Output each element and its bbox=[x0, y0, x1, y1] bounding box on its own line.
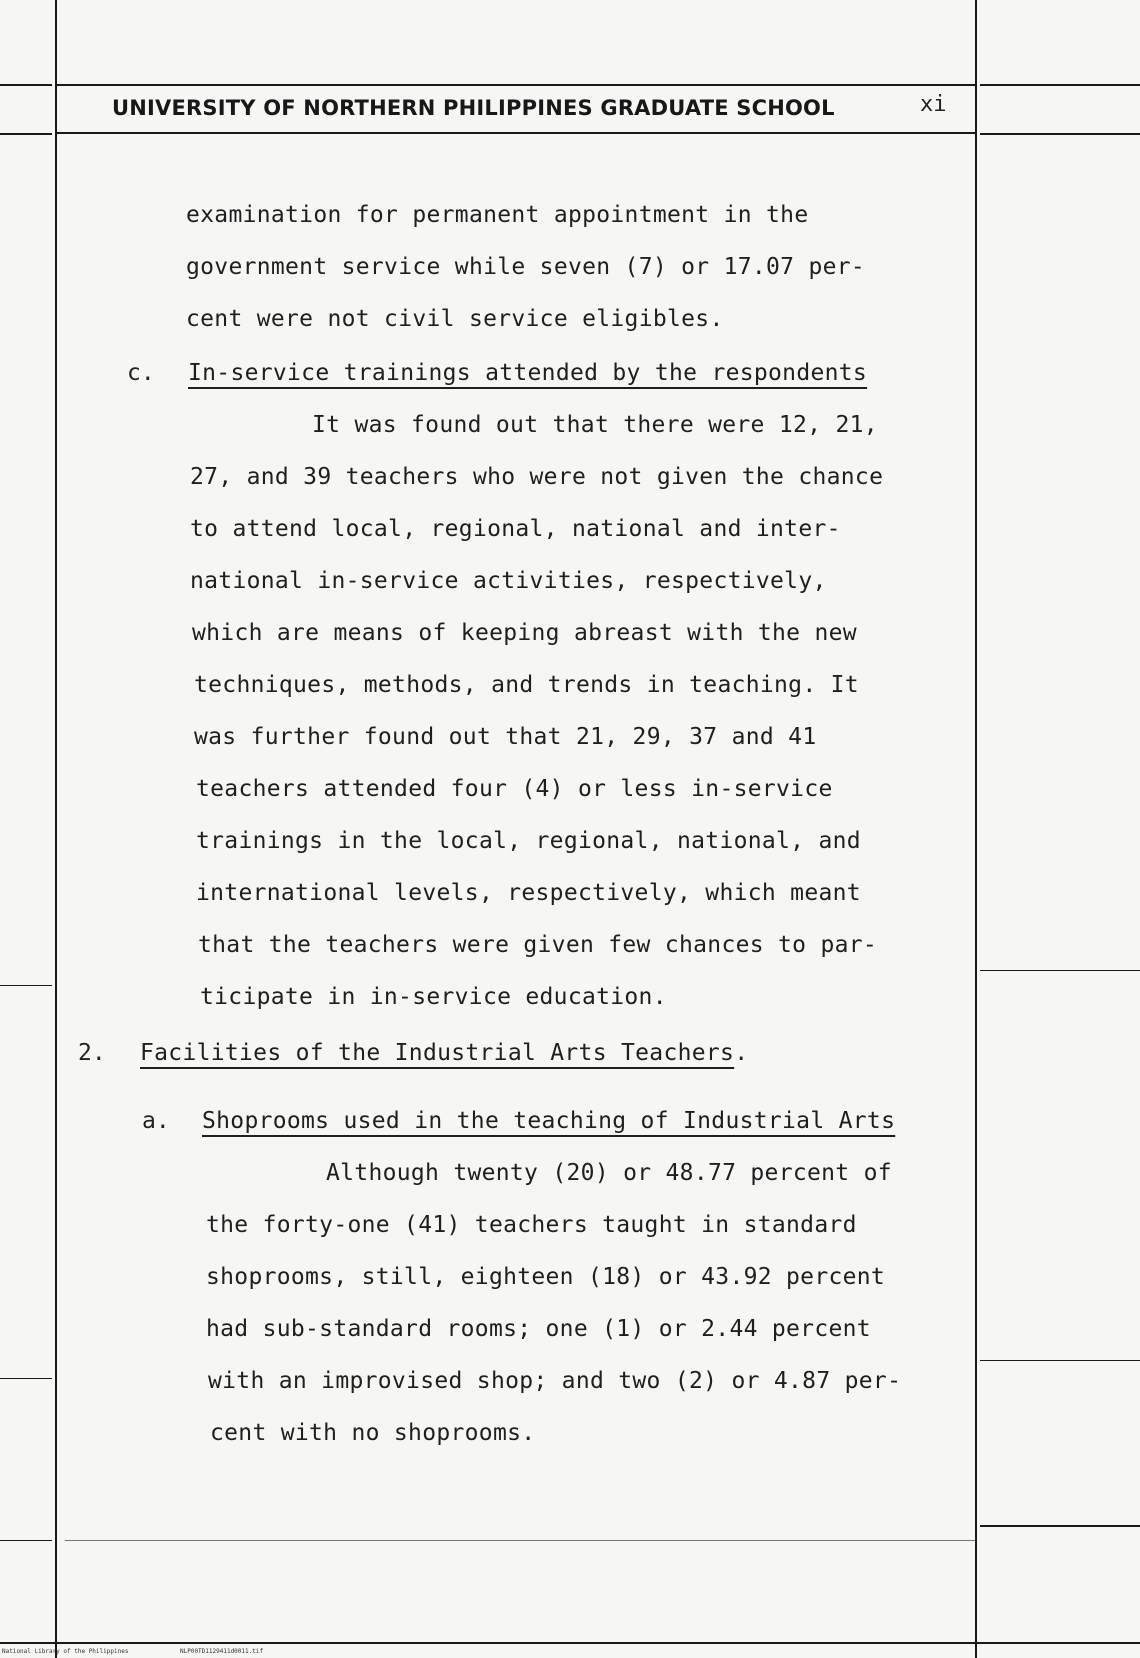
section-a-line: with an improvised shop; and two (2) or 4.87 per- bbox=[208, 1368, 902, 1394]
section-a-line: had sub-standard rooms; one (1) or 2.44 percent bbox=[206, 1316, 871, 1342]
section-2-marker: 2. bbox=[78, 1040, 106, 1066]
margin-mark bbox=[0, 985, 52, 986]
section-a-line: the forty-one (41) teachers taught in standard bbox=[206, 1212, 857, 1238]
section-c-line: ticipate in in-service education. bbox=[200, 984, 667, 1010]
section-c-line: national in-service activities, respectively, bbox=[190, 568, 827, 594]
section-c-heading: In-service trainings attended by the respondents bbox=[188, 360, 868, 386]
footer-file-id: NLP00TD1129411d0011.tif bbox=[180, 1648, 264, 1655]
section-2-heading bbox=[140, 1040, 748, 1066]
section-2-heading-text: Facilities of the Industrial Arts Teachers bbox=[140, 1040, 735, 1066]
section-c-line: to attend local, regional, national and inter- bbox=[190, 516, 841, 542]
header-top-rule bbox=[55, 84, 975, 86]
section-c-line: international levels, respectively, which meant bbox=[196, 880, 861, 906]
section-c-line: that the teachers were given few chances to par- bbox=[198, 932, 878, 958]
body-line: cent were not civil service eligibles. bbox=[186, 306, 724, 332]
body-line: examination for permanent appointment in the bbox=[186, 202, 809, 228]
page-bottom-rule bbox=[0, 1642, 1140, 1644]
header-bottom-rule bbox=[55, 132, 975, 134]
section-c-line: teachers attended four (4) or less in-service bbox=[196, 776, 833, 802]
section-c-line: 27, and 39 teachers who were not given the chance bbox=[190, 464, 884, 490]
section-c-line: trainings in the local, regional, national, and bbox=[196, 828, 861, 854]
section-c-line: which are means of keeping abreast with the new bbox=[192, 620, 857, 646]
margin-mark bbox=[0, 84, 52, 86]
page-number: xi bbox=[920, 92, 947, 117]
margin-mark bbox=[980, 970, 1140, 971]
footer-library-text: National Library of the Philippines bbox=[2, 1648, 129, 1655]
margin-mark bbox=[980, 84, 1140, 86]
margin-mark bbox=[980, 1525, 1140, 1527]
section-a-heading: Shoprooms used in the teaching of Industrial Arts bbox=[202, 1108, 896, 1134]
section-c-line: It was found out that there were 12, 21, bbox=[312, 412, 878, 438]
section-a-marker: a. bbox=[142, 1108, 170, 1134]
section-a-line: Although twenty (20) or 48.77 percent of bbox=[326, 1160, 892, 1186]
section-2-heading-period: . bbox=[734, 1040, 749, 1066]
margin-mark bbox=[0, 1540, 52, 1541]
right-vertical-rule bbox=[975, 0, 977, 1658]
section-c-marker: c. bbox=[127, 360, 155, 386]
section-a-line: shoprooms, still, eighteen (18) or 43.92 percent bbox=[206, 1264, 886, 1290]
section-a-line: cent with no shoprooms. bbox=[210, 1420, 536, 1446]
left-vertical-rule bbox=[55, 0, 57, 1658]
section-c-line: was further found out that 21, 29, 37 and 41 bbox=[194, 724, 817, 750]
margin-mark bbox=[0, 133, 52, 135]
margin-mark bbox=[980, 1360, 1140, 1361]
margin-mark bbox=[980, 133, 1140, 135]
bottom-rule bbox=[65, 1540, 975, 1541]
margin-mark bbox=[0, 1378, 52, 1379]
body-line: government service while seven (7) or 17.07 per- bbox=[186, 254, 866, 280]
page-header-title: UNIVERSITY OF NORTHERN PHILIPPINES GRADUATE SCHOOL bbox=[112, 96, 835, 120]
section-c-line: techniques, methods, and trends in teaching. It bbox=[194, 672, 859, 698]
